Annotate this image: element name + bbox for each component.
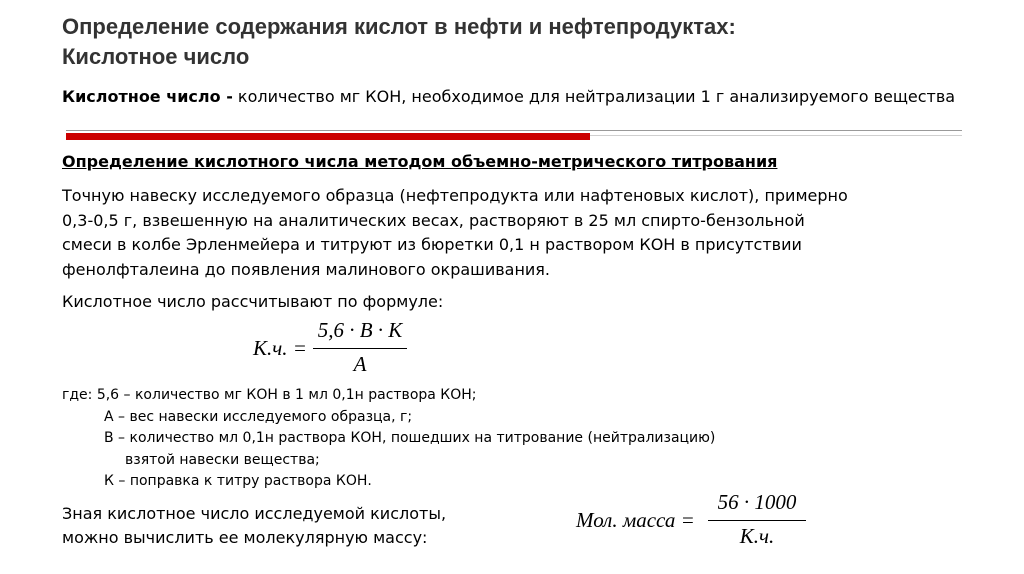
formula-intro: Кислотное число рассчитывают по формуле: bbox=[62, 292, 444, 311]
fraction-bar bbox=[313, 348, 407, 349]
slide-title-line1: Определение содержания кислот в нефти и нефтепродуктах: bbox=[62, 14, 736, 39]
legend-line-5: К – поправка к титру раствора КОН. bbox=[104, 473, 372, 489]
method-line-3: смеси в колбе Эрленмейера и титруют из бюретки 0,1 н раствором КОН в присутствии bbox=[62, 235, 802, 254]
definition-text bbox=[62, 86, 1022, 107]
closing-line-1: Зная кислотное число исследуемой кислоты, bbox=[62, 504, 447, 523]
slide-title-line2: Кислотное число bbox=[62, 44, 250, 69]
definition-term: Кислотное число - bbox=[62, 87, 233, 106]
accent-bar bbox=[66, 133, 590, 140]
acid-number-formula bbox=[253, 318, 433, 380]
method-line-4: фенолфталеина до появления малинового окрашивания. bbox=[62, 259, 551, 279]
formula-lhs: К.ч. = bbox=[253, 336, 307, 360]
legend-line-2: А – вес навески исследуемого образца, г; bbox=[104, 408, 413, 425]
divider-line bbox=[66, 130, 962, 131]
closing-text bbox=[62, 502, 446, 550]
formula-denominator: А bbox=[353, 352, 367, 376]
formula2-numerator: 56 · 1000 bbox=[717, 490, 797, 514]
legend-line-3: В – количество мл 0,1н раствора КОН, пошедших на титрование (нейтрализацию) bbox=[104, 430, 716, 446]
slide-title bbox=[62, 12, 1002, 72]
method-heading: Определение кислотного числа методом объемно-метрического титрования bbox=[62, 152, 778, 171]
formula-legend bbox=[62, 385, 715, 493]
formula2-lhs: Мол. масса = bbox=[576, 508, 695, 532]
fraction-bar-2 bbox=[708, 520, 806, 521]
closing-line-2: можно вычислить ее молекулярную массу: bbox=[62, 528, 428, 547]
legend-line-1: где: 5,6 – количество мг КОН в 1 мл 0,1н раствора КОН; bbox=[62, 387, 477, 403]
formula2-denominator: К.ч. bbox=[739, 524, 775, 548]
method-line-1: Точную навеску исследуемого образца (нефтепродукта или нафтеновых кислот), примерно bbox=[62, 186, 848, 205]
definition-body: количество мг КОН, необходимое для нейтрализации 1 г анализируемого вещества bbox=[232, 87, 956, 106]
legend-line-4: взятой навески вещества; bbox=[125, 451, 320, 468]
molar-mass-formula bbox=[576, 490, 816, 552]
method-line-2: 0,3-0,5 г, взвешенную на аналитических весах, растворяют в 25 мл спирто-бензольной bbox=[62, 210, 805, 230]
formula-numerator: 5,6 · В · К bbox=[317, 318, 403, 342]
method-paragraph bbox=[62, 184, 1002, 282]
